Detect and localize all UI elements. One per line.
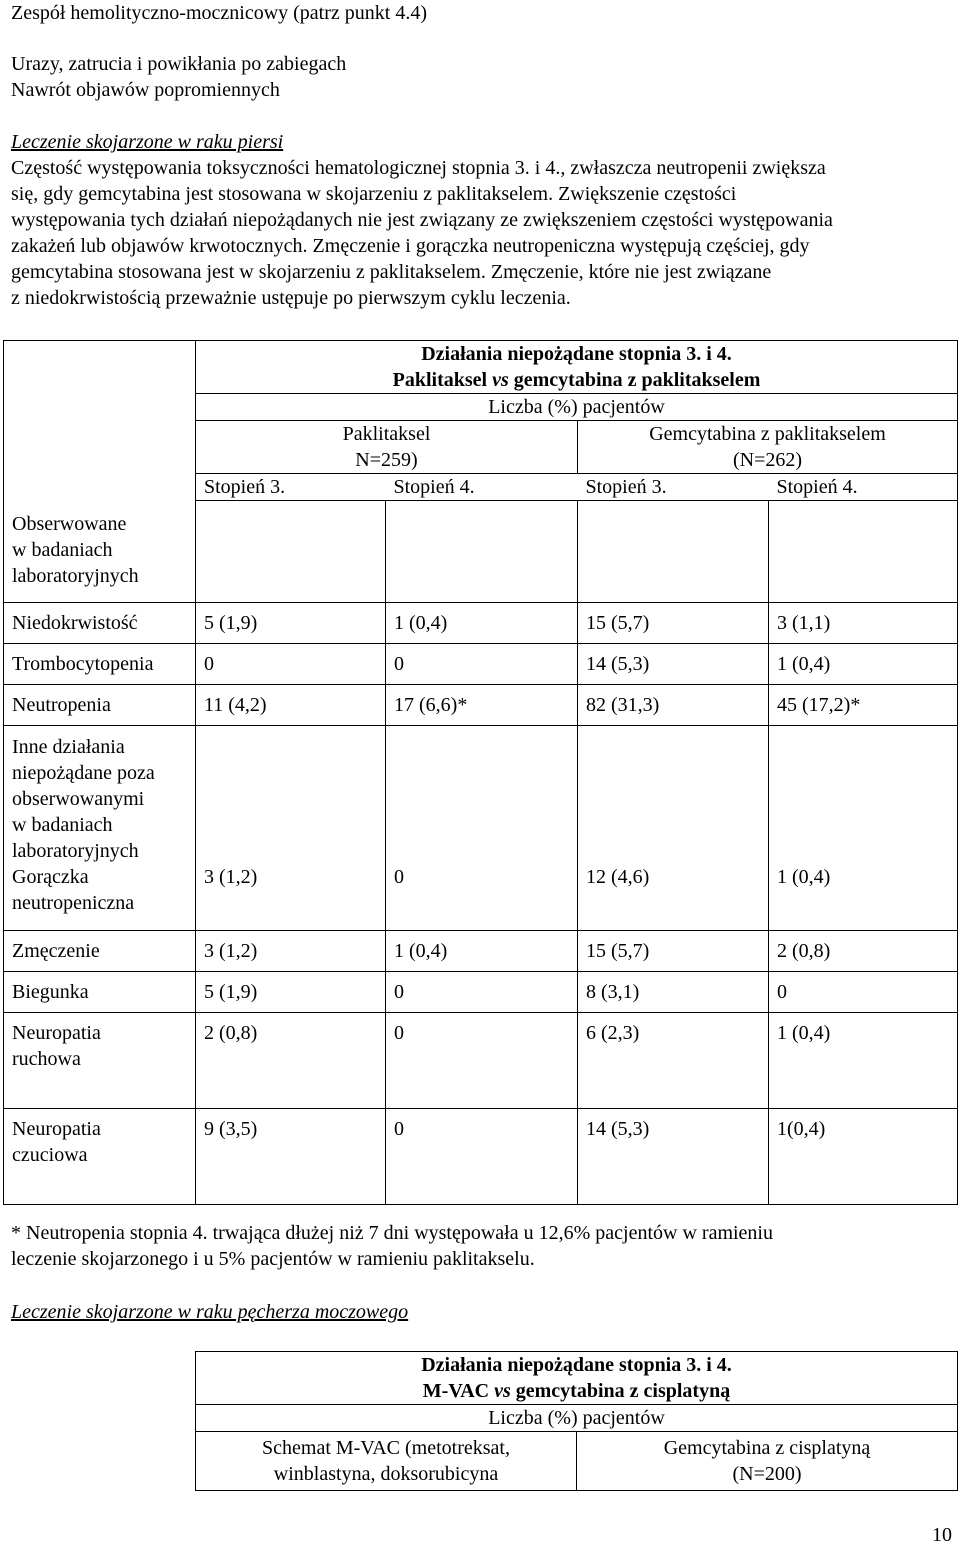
table-row (4, 931, 958, 972)
row-label: Trombocytopenia (4, 644, 196, 685)
title-part: gemcytabina z cisplatyną (510, 1380, 731, 1402)
table-title-line1: Działania niepożądane stopnia 3. i 4. (421, 343, 732, 365)
table-title-line1: Działania niepożądane stopnia 3. i 4. (421, 1354, 732, 1376)
cell-value: 5 (1,9) (196, 972, 386, 1013)
title-vs: vs (494, 1380, 511, 1402)
group-line: (N=200) (732, 1463, 802, 1485)
paragraph-line: z niedokrwistością przeważnie ustępuje po pierwszym cyklu leczenia. (11, 287, 571, 309)
label-line: Gorączka (12, 866, 89, 888)
label-line: Neuropatia (12, 1022, 101, 1044)
section-heading-bladder: Leczenie skojarzone w raku pęcherza moczowego (11, 1301, 409, 1323)
cell-value: 1 (0,4) (386, 931, 578, 972)
table-row (4, 972, 958, 1013)
cell-value: 0 (386, 972, 578, 1013)
cell-value: 9 (3,5) (196, 1109, 386, 1205)
table-title-line2 (196, 1378, 957, 1404)
cell-value: 1 (0,4) (769, 644, 958, 685)
paragraph-line: gemcytabina stosowana jest w skojarzeniu z paklitakselem. Zmęczenie, które nie jest związane (11, 261, 772, 283)
text-line: Urazy, zatrucia i powikłania po zabiegach (11, 53, 347, 75)
label-line: obserwowanymi (12, 788, 145, 810)
label-line: laboratoryjnych (12, 840, 139, 862)
cell-value: 0 (386, 644, 578, 685)
label-line: Inne działania (12, 736, 125, 758)
cell-value: 15 (5,7) (578, 603, 769, 644)
cell-value: 2 (0,8) (196, 1013, 386, 1109)
cell-value: 3 (1,1) (769, 603, 958, 644)
row-label: Niedokrwistość (4, 603, 196, 644)
cell-value: 0 (386, 726, 578, 931)
table-title-line2 (196, 367, 957, 393)
footnote-line: * Neutropenia stopnia 4. trwająca dłużej niż 7 dni występowała u 12,6% pacjentów w ramieniu (11, 1222, 773, 1244)
cell-value: 11 (4,2) (196, 685, 386, 726)
row-label-other-fever (4, 726, 196, 931)
cell-value: 3 (1,2) (196, 931, 386, 972)
cell-value: 5 (1,9) (196, 603, 386, 644)
table-row (4, 603, 958, 644)
table-row (4, 1109, 958, 1205)
lab-observed-label-cell (4, 341, 196, 603)
label-line: ruchowa (12, 1048, 81, 1070)
cell-value: 2 (0,8) (769, 931, 958, 972)
group-line: winblastyna, doksorubicyna (273, 1463, 499, 1485)
cell-value: 0 (769, 972, 958, 1013)
cell-value: 15 (5,7) (578, 931, 769, 972)
cell-value: 1 (0,4) (769, 1013, 958, 1109)
cell-value: 3 (1,2) (196, 726, 386, 931)
label-line: w badaniach (12, 814, 113, 836)
paragraph-line: się, gdy gemcytabina jest stosowana w skojarzeniu z paklitakselem. Zwiększenie częstości (11, 183, 737, 205)
adverse-events-table-bladder (195, 1351, 958, 1491)
cell-value: 14 (5,3) (578, 1109, 769, 1205)
cell-value: 0 (386, 1109, 578, 1205)
cell-value: 82 (31,3) (578, 685, 769, 726)
table-row (4, 644, 958, 685)
group-line: Gemcytabina z cisplatyną (663, 1437, 871, 1459)
group-line: Paklitaksel (342, 423, 431, 445)
cell-value: 45 (17,2)* (769, 685, 958, 726)
table-row (4, 1013, 958, 1109)
label-line: w badaniach (12, 539, 113, 561)
cell-value: 14 (5,3) (578, 644, 769, 685)
gemcitabine-paclitaxel-group-header (578, 421, 958, 474)
label-line: Obserwowane (12, 513, 127, 535)
grade-header: Stopień 3. (578, 474, 769, 501)
cell-value: 6 (2,3) (578, 1013, 769, 1109)
group-line: (N=262) (732, 449, 803, 471)
row-label: Zmęczenie (4, 931, 196, 972)
cell-value: 1(0,4) (769, 1109, 958, 1205)
text-line: Nawrót objawów popromiennych (11, 79, 280, 101)
label-line: laboratoryjnych (12, 565, 139, 587)
count-header: Liczba (%) pacjentów (196, 1405, 958, 1432)
table-row (4, 685, 958, 726)
cell-value: 1 (0,4) (769, 726, 958, 931)
table-title (196, 341, 958, 394)
grade-header: Stopień 3. (196, 474, 386, 501)
table-title (196, 1352, 958, 1405)
group-line: N=259) (355, 449, 418, 471)
section-heading-breast: Leczenie skojarzone w raku piersi (11, 131, 284, 153)
paragraph-line: Częstość występowania toksyczności hematologicznej stopnia 3. i 4., zwłaszcza neutropenii zwiększa (11, 157, 826, 179)
row-label (4, 1109, 196, 1205)
title-part: Paklitaksel (392, 369, 493, 391)
grade-header: Stopień 4. (769, 474, 958, 501)
table-row (4, 726, 958, 931)
label-line: niepożądane poza (12, 762, 155, 784)
grade-header: Stopień 4. (386, 474, 578, 501)
label-line: Neuropatia (12, 1118, 101, 1140)
group-line: Gemcytabina z paklitakselem (649, 423, 886, 445)
cell-value: 0 (196, 644, 386, 685)
group-line: Schemat M-VAC (metotreksat, (262, 1437, 510, 1459)
paragraph-line: występowania tych działań niepożądanych nie jest związany ze zwiększeniem częstości występowania (11, 209, 833, 231)
footnote-line: leczenie skojarzonego i u 5% pacjentów w ramieniu paklitakselu. (11, 1248, 535, 1270)
paclitaxel-group-header (196, 421, 578, 474)
gemcitabine-cisplatin-group-header (577, 1432, 958, 1491)
page-number: 10 (932, 1524, 952, 1546)
cell-value: 0 (386, 1013, 578, 1109)
label-line: neutropeniczna (12, 892, 135, 914)
row-label (4, 1013, 196, 1109)
row-label: Neutropenia (4, 685, 196, 726)
cell-value: 8 (3,1) (578, 972, 769, 1013)
mvac-group-header (196, 1432, 577, 1491)
label-line: czuciowa (12, 1144, 88, 1166)
cell-value: 17 (6,6)* (386, 685, 578, 726)
title-part: M-VAC (422, 1380, 495, 1402)
title-part: gemcytabina z paklitakselem (508, 369, 761, 391)
row-label: Biegunka (4, 972, 196, 1013)
adverse-events-table-breast (3, 340, 958, 1205)
cell-value: 1 (0,4) (386, 603, 578, 644)
count-header: Liczba (%) pacjentów (196, 394, 958, 421)
title-vs: vs (492, 369, 509, 391)
cell-value: 12 (4,6) (578, 726, 769, 931)
text-line: Zespół hemolityczno-mocznicowy (patrz punkt 4.4) (11, 2, 427, 24)
paragraph-line: zakażeń lub objawów krwotocznych. Zmęczenie i gorączka neutropeniczna występują częściej, gdy (11, 235, 810, 257)
